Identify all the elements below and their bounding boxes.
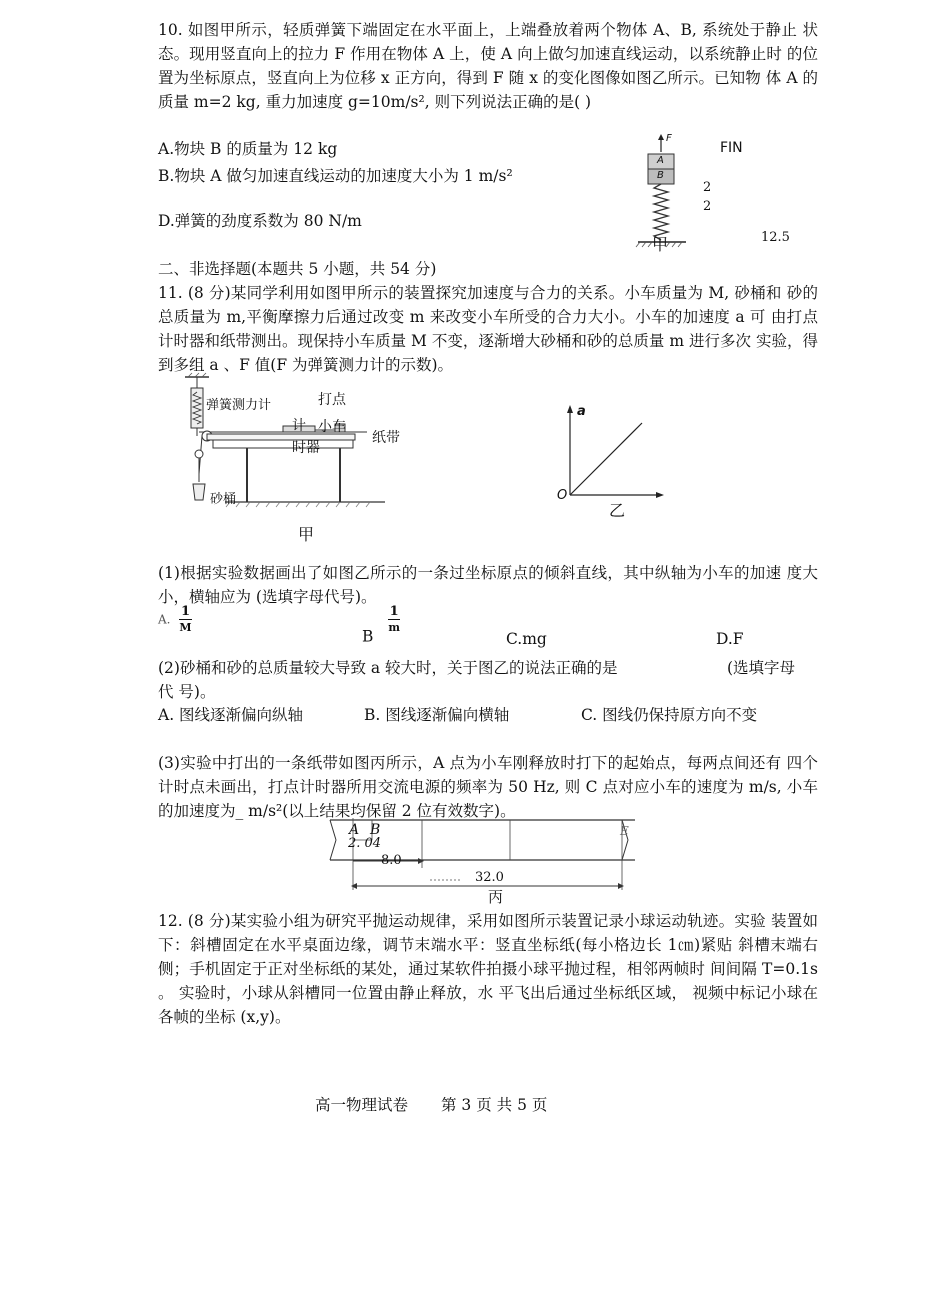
q11-part3: (3)实验中打出的一条纸带如图丙所示，A 点为小车刚释放时打下的起始点，每两点间还有 四个计时点未画出，打点计时器所用交流电源的频率为 50 Hz, 则 C 点对应小车的速度为 m/s, 小车的加速度为_ m/s²(以上结果均保留 2 位有效数字)。 — [158, 754, 818, 820]
q11-p1-opt-a-num: 1 — [180, 604, 191, 619]
q11-bing-d1: 2. 04 — [348, 836, 382, 851]
q11-jia-spring-scale: 弹簧测力计 — [206, 398, 272, 413]
q11-p1-option-b — [362, 604, 400, 646]
q11-bing-caption: 丙 — [488, 888, 504, 906]
q11-p1-option-a — [158, 604, 192, 635]
footer-page-number: 第 3 页 共 5 页 — [441, 1096, 548, 1114]
q11-bing-label-e: E — [620, 824, 629, 838]
section-2-heading: 二、非选择题(本题共 5 小题，共 54 分) — [158, 260, 437, 278]
q11-stem: 11. (8 分)某同学利用如图甲所示的装置探究加速度与合力的关系。小车质量为 M, 砂桶和 砂的总质量为 m,平衡摩擦力后通过改变 m 来改变小车所受的合力大小。小车的加速度 a 可 由打点计时器和纸带测出。现保持小车质量 M 不变，逐渐增大砂桶和砂的总质量 m 进行多次 实验，得到多组 a 、F 值(F 为弹簧测力计的示数)。 — [158, 284, 818, 374]
q11-p1-opt-b-prefix: B — [362, 627, 374, 646]
q11-jia-cart: 小车 — [318, 419, 346, 435]
q11-jia-tape: 纸带 — [372, 430, 400, 446]
q11-yi-axis-a: a — [577, 404, 586, 419]
q11-p1-option-c: C.mg — [506, 630, 547, 648]
q11-p2-option-b: B. 图线逐渐偏向横轴 — [364, 706, 510, 724]
q10-option-b: B.物块 A 做匀加速直线运动的加速度大小为 1 m/s² — [158, 167, 513, 185]
q11-p1-opt-a-den: M — [179, 621, 192, 634]
q10-yi-tick-2: 2 — [703, 199, 712, 214]
q11-p2-option-c: C. 图线仍保持原方向不变 — [581, 706, 758, 724]
q10-stem: 10. 如图甲所示，轻质弹簧下端固定在水平面上，上端叠放着两个物体 A、B, 系统处于静止 状态。现用竖直向上的拉力 F 作用在物体 A 上，使 A 向上做匀加速直线运动，以系统静止时 的位置为坐标原点，竖直向上为位移 x 正方向，得到 F 随 x 的变化图像如图乙所示。已知物 体 A 的质量 m=2 kg, 重力加速度 g=10m/s², 则下列说法正确的是( ) — [158, 21, 818, 111]
q11-part1: (1)根据实验数据画出了如图乙所示的一条过坐标原点的倾斜直线，其中纵轴为小车的加速 度大小，横轴应为 (选填字母代号)。 — [158, 564, 818, 606]
q10-yi-tick-3: 12.5 — [761, 230, 790, 245]
q11-p1-option-d: D.F — [716, 630, 744, 648]
q11-p1-opt-a-prefix: A. — [158, 612, 171, 627]
footer-subject: 高一物理试卷 — [315, 1096, 409, 1114]
q11-jia-timer-2: 计 — [292, 418, 306, 434]
q10-figure-jia — [630, 134, 710, 254]
q11-figure-yi — [560, 405, 670, 505]
q11-jia-timer-1: 打点 — [318, 392, 346, 408]
q11-p2-option-a: A. 图线逐渐偏向纵轴 — [158, 706, 304, 724]
q12-stem: 12. (8 分)某实验小组为研究平抛运动规律，采用如图所示装置记录小球运动轨迹。实验 装置如下：斜槽固定在水平桌面边缘，调节末端水平：竖直坐标纸(每小格边长 1㎝)紧贴 斜槽末端右侧；手机固定于正对坐标纸的某处，通过某软件拍摄小球平抛过程，相邻两帧时 间间隔 T=0.1s 。 实验时，小球从斜槽同一位置由静止释放，水 平飞出后通过坐标纸区域， 视频中标记小球在各帧的坐标 (x,y)。 — [158, 912, 818, 1026]
q11-p1-opt-b-den: m — [388, 621, 400, 634]
q11-jia-bucket: 砂桶 — [210, 492, 237, 507]
q11-yi-origin: O — [557, 488, 568, 503]
q11-jia-caption: 甲 — [298, 525, 315, 544]
q11-yi-caption: 乙 — [609, 501, 626, 520]
q11-part2-tail: (选填字母 — [727, 659, 796, 677]
q10-option-a: A.物块 B 的质量为 12 kg — [158, 140, 338, 158]
q10-jia-label-f: F — [666, 133, 672, 144]
q11-part2-line2: 代 号)。 — [158, 683, 216, 701]
q10-yi-fin: FIN — [720, 140, 743, 156]
q11-jia-timer-3: 时器 — [292, 440, 320, 456]
q10-jia-caption: 甲 — [652, 235, 669, 254]
q11-bing-d2: 8.0 — [381, 853, 402, 868]
q10-yi-tick-1: 2 — [703, 180, 712, 195]
q11-part2-line1: (2)砂桶和砂的总质量较大导致 a 较大时，关于图乙的说法正确的是 — [158, 659, 618, 677]
q11-bing-d3: 32.0 — [475, 870, 504, 885]
q10-jia-label-a: A — [657, 155, 664, 166]
q10-option-d: D.弹簧的劲度系数为 80 N/m — [158, 212, 362, 230]
q11-p1-opt-b-num: 1 — [389, 604, 399, 619]
q11-bing-label-b: B — [370, 822, 381, 838]
q10-jia-label-b: B — [657, 170, 664, 181]
q11-bing-label-a: A — [349, 822, 360, 838]
